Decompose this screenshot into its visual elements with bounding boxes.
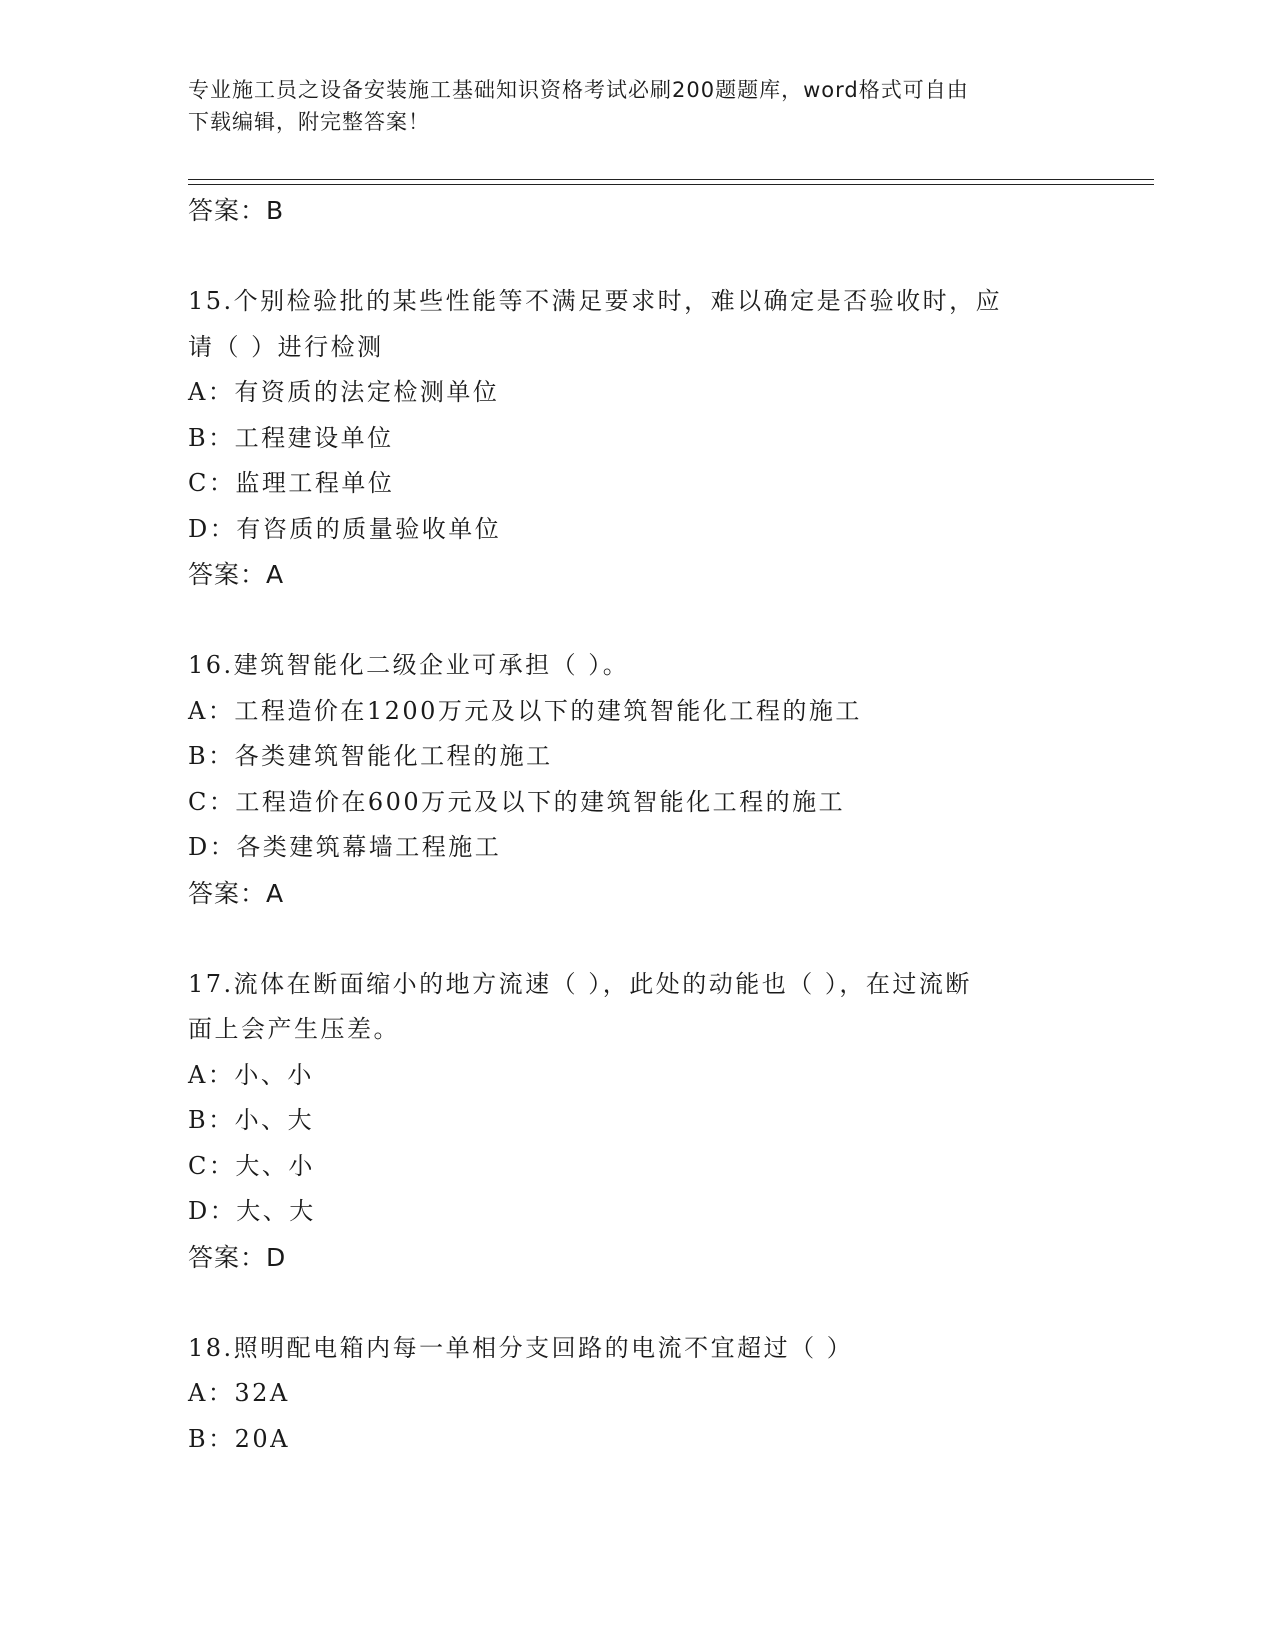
option-c: C：监理工程单位 bbox=[188, 469, 395, 497]
option-d: D：各类建筑幕墙工程施工 bbox=[188, 833, 502, 861]
answer-line: 答案：B bbox=[188, 196, 285, 225]
option-c: C：工程造价在600万元及以下的建筑智能化工程的施工 bbox=[188, 787, 846, 816]
spacer bbox=[188, 234, 1088, 280]
spacer bbox=[188, 916, 1088, 962]
option-b: B：各类建筑智能化工程的施工 bbox=[188, 742, 553, 770]
header-rule-top bbox=[188, 179, 1154, 180]
option-a: A：有资质的法定检测单位 bbox=[188, 378, 500, 406]
question-stem: 15.个别检验批的某些性能等不满足要求时，难以确定是否验收时，应 bbox=[188, 287, 1003, 315]
answer-line: 答案：D bbox=[188, 1242, 287, 1272]
question-stem: 请（ ）进行检测 bbox=[188, 332, 384, 361]
question-stem: 17.流体在断面缩小的地方流速（ ），此处的动能也（ ），在过流断 bbox=[188, 969, 972, 998]
answer-line: 答案：A bbox=[188, 878, 285, 908]
spacer bbox=[188, 598, 1088, 644]
question-block bbox=[188, 1326, 1088, 1463]
answer-line: 答案：A bbox=[188, 560, 285, 589]
document-header bbox=[188, 74, 1088, 138]
header-rule-bottom bbox=[188, 184, 1154, 185]
option-a: A：32A bbox=[188, 1379, 290, 1407]
option-b: B：20A bbox=[188, 1424, 291, 1453]
question-block bbox=[188, 279, 1088, 598]
option-d: D：大、大 bbox=[188, 1197, 316, 1225]
document-body bbox=[188, 188, 1088, 1462]
question-stem: 面上会产生压差。 bbox=[188, 1015, 400, 1043]
question-block bbox=[188, 643, 1088, 916]
question-block bbox=[188, 962, 1088, 1281]
question-stem: 18.照明配电箱内每一单相分支回路的电流不宜超过（ ） bbox=[188, 1333, 854, 1362]
option-b: B：小、大 bbox=[188, 1106, 315, 1134]
header-line-2: 下载编辑，附完整答案！ bbox=[188, 110, 430, 134]
option-a: A：工程造价在1200万元及以下的建筑智能化工程的施工 bbox=[188, 696, 862, 725]
option-a: A：小、小 bbox=[188, 1060, 314, 1089]
option-d: D：有咨质的质量验收单位 bbox=[188, 514, 502, 543]
option-c: C：大、小 bbox=[188, 1151, 315, 1180]
option-b: B：工程建设单位 bbox=[188, 423, 394, 452]
question-stem: 16.建筑智能化二级企业可承担（ ）。 bbox=[188, 651, 630, 679]
header-line-1: 专业施工员之设备安装施工基础知识资格考试必刷200题题库，word格式可自由 bbox=[188, 78, 969, 102]
spacer bbox=[188, 1280, 1088, 1326]
